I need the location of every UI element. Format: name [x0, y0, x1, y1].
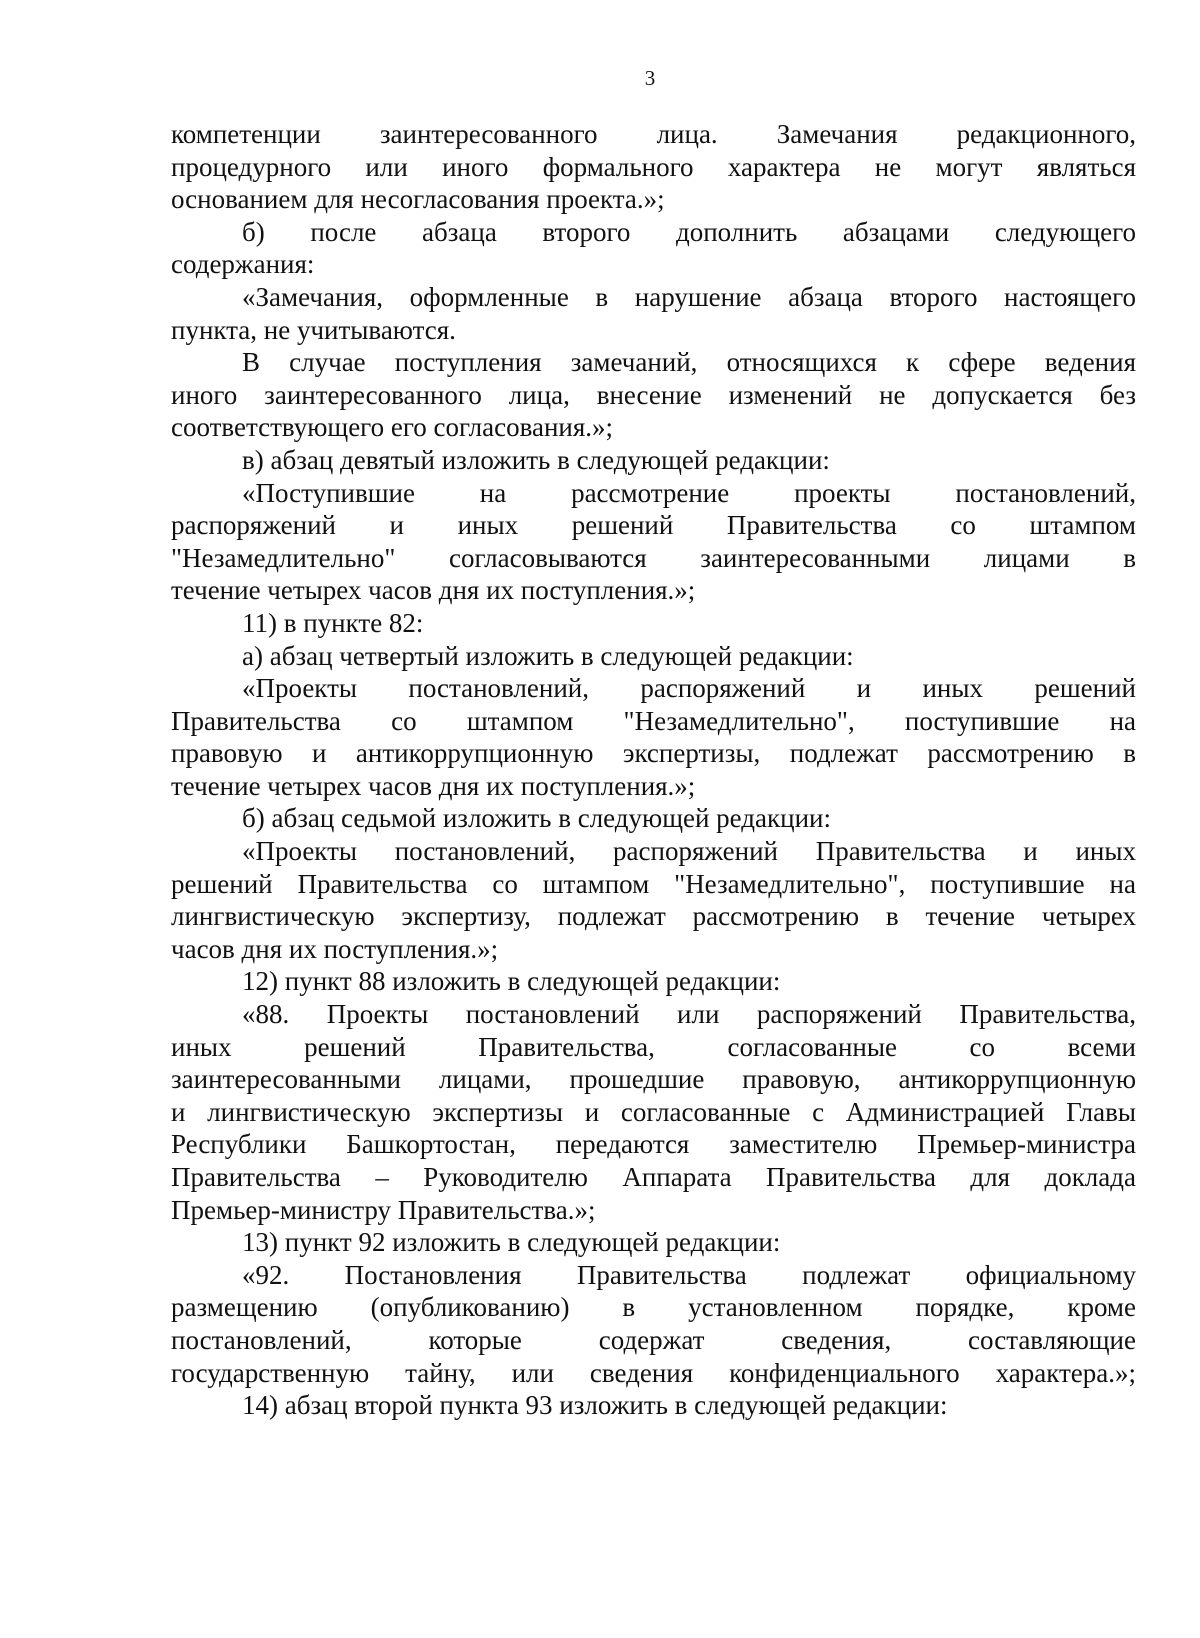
- text-line: б) после абзаца второго дополнить абзацами следующего: [242, 216, 1136, 247]
- text-line: «Замечания, оформленные в нарушение абзаца второго настоящего: [242, 281, 1136, 312]
- text-line: соответствующего его согласования.»;: [171, 412, 614, 443]
- text-line: компетенции заинтересованного лица. Замечания редакционного,: [171, 119, 1136, 149]
- text-line: процедурного или иного формального характера не могут являться: [171, 151, 1136, 182]
- text-line: «92. Постановления Правительства подлежат официальному: [242, 1259, 1136, 1290]
- text-line: а) абзац четвертый изложить в следующей редакции:: [242, 640, 854, 671]
- text-line: заинтересованными лицами, прошедшие правовую, антикоррупционную: [171, 1064, 1136, 1095]
- text-line: постановлений, которые содержат сведения, составляющие: [171, 1324, 1136, 1355]
- text-line: лингвистическую экспертизу, подлежат рассмотрению в течение четырех: [171, 901, 1136, 932]
- text-line: «88. Проекты постановлений или распоряжений Правительства,: [242, 999, 1136, 1030]
- text-line: содержания:: [171, 249, 315, 280]
- text-line: иных решений Правительства, согласованные со всеми: [171, 1031, 1136, 1062]
- text-line: размещению (опубликованию) в установленном порядке, кроме: [171, 1292, 1136, 1323]
- text-line: В случае поступления замечаний, относящихся к сфере ведения: [242, 347, 1136, 378]
- text-line: 14) абзац второй пункта 93 изложить в следующей редакции:: [242, 1390, 948, 1421]
- text-line: 12) пункт 88 изложить в следующей редакции:: [242, 966, 781, 997]
- text-line: «Поступившие на рассмотрение проекты постановлений,: [242, 477, 1136, 508]
- text-line: "Незамедлительно" согласовываются заинтересованными лицами в: [171, 542, 1136, 573]
- document-body: [171, 118, 1136, 1422]
- text-line: «Проекты постановлений, распоряжений и иных решений: [242, 673, 1136, 704]
- text-line: и лингвистическую экспертизы и согласованные с Администрацией Главы: [171, 1096, 1136, 1127]
- text-line: «Проекты постановлений, распоряжений Правительства и иных: [242, 836, 1136, 867]
- text-line: государственную тайну, или сведения конфиденциального характера.»;: [171, 1357, 1136, 1388]
- text-line: Правительства со штампом "Незамедлительно", поступившие на: [171, 705, 1136, 736]
- text-line: распоряжений и иных решений Правительства со штампом: [171, 510, 1136, 541]
- text-line: решений Правительства со штампом "Незамедлительно", поступившие на: [171, 868, 1136, 899]
- text-line: в) абзац девятый изложить в следующей редакции:: [242, 444, 830, 475]
- text-line: основанием для несогласования проекта.»;: [171, 184, 665, 215]
- text-line: 13) пункт 92 изложить в следующей редакции:: [242, 1227, 781, 1258]
- text-line: Правительства – Руководителю Аппарата Правительства для доклада: [171, 1162, 1136, 1192]
- text-line: б) абзац седьмой изложить в следующей редакции:: [242, 803, 831, 834]
- text-line: Республики Башкортостан, передаются заместителю Премьер-министра: [171, 1129, 1136, 1160]
- text-line: течение четырех часов дня их поступления.»;: [171, 770, 696, 801]
- text-line: пункта, не учитываются.: [171, 314, 456, 345]
- text-line: часов дня их поступления.»;: [171, 933, 499, 964]
- text-line: правовую и антикоррупционную экспертизы, подлежат рассмотрению в: [171, 738, 1136, 769]
- text-line: течение четырех часов дня их поступления.»;: [171, 575, 696, 606]
- text-line: 11) в пункте 82:: [242, 607, 424, 638]
- text-line: иного заинтересованного лица, внесение изменений не допускается без: [171, 379, 1136, 410]
- page-number: 3: [644, 66, 656, 90]
- text-line: Премьер-министру Правительства.»;: [171, 1194, 596, 1225]
